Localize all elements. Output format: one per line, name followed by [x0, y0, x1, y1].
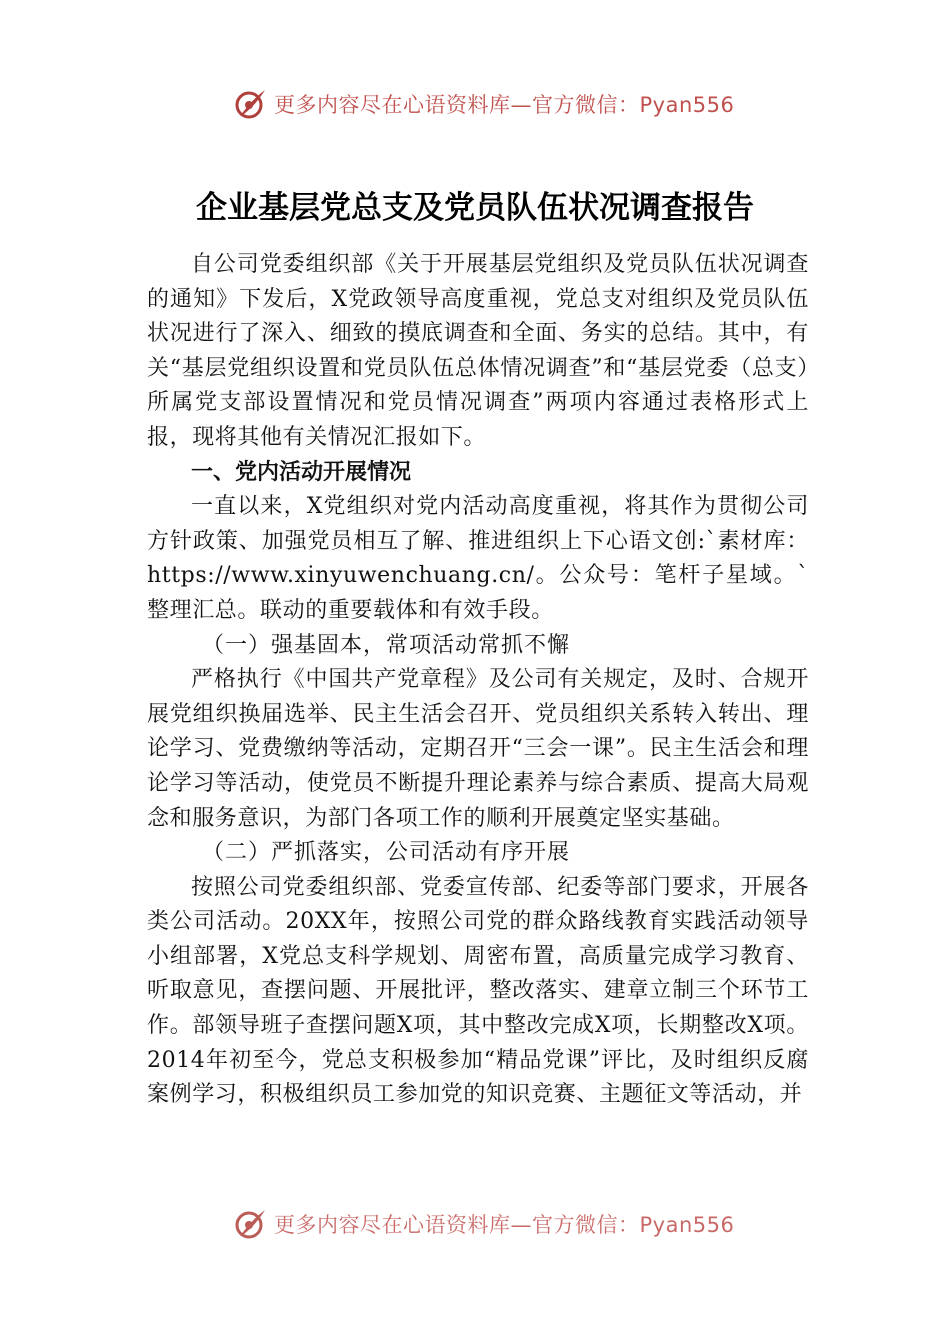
watermark-footer	[232, 1204, 734, 1244]
quill-logo-icon	[232, 1206, 268, 1242]
quill-logo-icon	[232, 86, 268, 122]
document-title: 企业基层党总支及党员队伍状况调查报告	[196, 190, 754, 226]
watermark-text: 更多内容尽在心语资料库—官方微信：Pyan556	[274, 1213, 735, 1237]
subsection-heading-1: （一）强基固本，常项活动常抓不懈	[202, 632, 571, 658]
section-1-paragraph: 一直以来，X党组织对党内活动高度重视，将其作为贯彻公司方针政策、加强党员相互了解、推进组织上下心语文创:`素材库：https://www.xinyuwenchuang.cn/。公众号：笔杆子星域。`整理汇总。联动的重要载体和有效手段。	[147, 494, 809, 623]
subsection-2-paragraph: 按照公司党委组织部、党委宣传部、纪委等部门要求，开展各类公司活动。20XX年，按照公司党的群众路线教育实践活动领导小组部署，X党总支科学规划、周密布置，高质量完成学习教育、听取意见，查摆问题、开展批评，整改落实、建章立制三个环节工作。部领导班子查摆问题X项，其中整改完成X项，长期整改X项。2014年初至今，党总支积极参加“精品党课”评比，及时组织反腐案例学习，积极组织员工参加党的知识竞赛、主题征文等活动，并	[147, 874, 809, 1108]
subsection-1-paragraph: 严格执行《中国共产党章程》及公司有关规定，及时、合规开展党组织换届选举、民主生活会召开、党员组织关系转入转出、理论学习、党费缴纳等活动，定期召开“三会一课”。民主生活会和理论学习等活动，使党员不断提升理论素养与综合素质、提高大局观念和服务意识，为部门各项工作的顺利开展奠定坚实基础。	[147, 667, 809, 831]
document-body	[147, 248, 809, 1113]
section-heading-1: 一、党内活动开展情况	[191, 459, 412, 485]
intro-paragraph: 自公司党委组织部《关于开展基层党组织及党员队伍状况调查的通知》下发后，X党政领导高度重视，党总支对组织及党员队伍状况进行了深入、细致的摸底调查和全面、务实的总结。其中，有关“基层党组织设置和党员队伍总体情况调查”和“基层党委（总支）所属党支部设置情况和党员情况调查”两项内容通过表格形式上报，现将其他有关情况汇报如下。	[147, 252, 809, 450]
watermark-text: 更多内容尽在心语资料库—官方微信：Pyan556	[274, 93, 735, 117]
subsection-heading-2: （二）严抓落实，公司活动有序开展	[202, 840, 571, 866]
watermark-header	[232, 84, 734, 124]
